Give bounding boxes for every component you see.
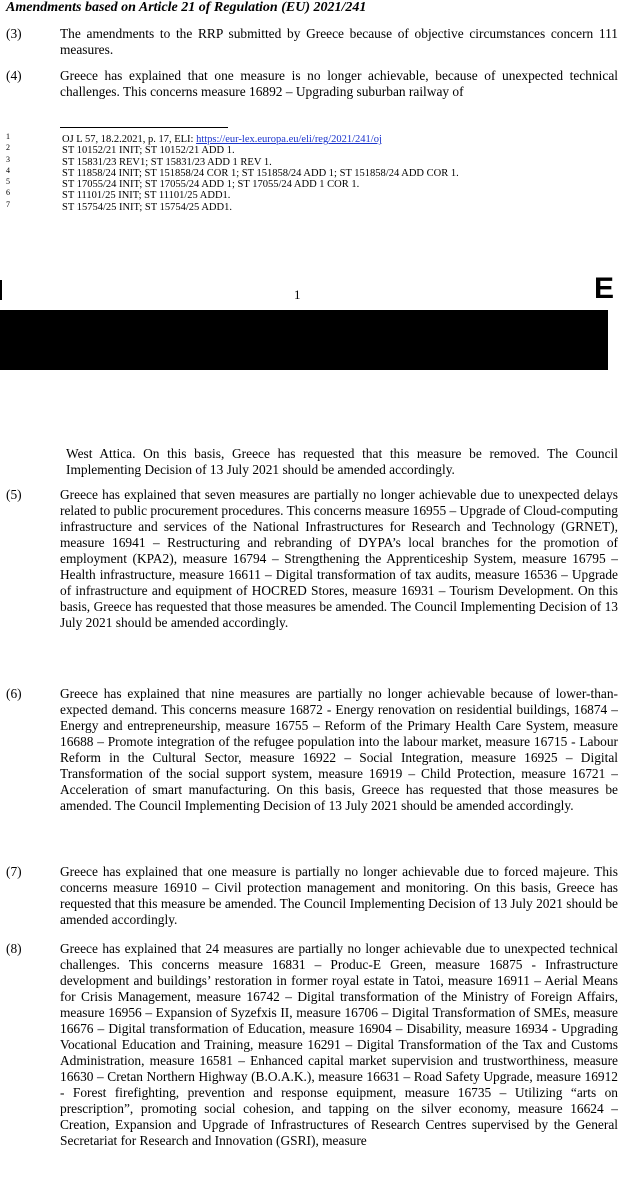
footnote-text: ST 15754/25 INIT; ST 15754/25 ADD1. xyxy=(62,201,232,213)
footnote-text: ST 15831/23 REV1; ST 15831/23 ADD 1 REV 1. xyxy=(62,156,272,168)
footnote-citation: OJ L 57, 18.2.2021, p. 17, ELI: xyxy=(62,134,197,145)
recital-5 xyxy=(6,487,618,631)
footnote xyxy=(6,199,606,213)
footnote-text: ST 17055/24 INIT; ST 17055/24 ADD 1; ST 17055/24 ADD 1 COR 1. xyxy=(62,179,360,191)
page-number: 1 xyxy=(294,287,301,302)
footnote-number: 3 xyxy=(6,154,10,164)
footnote xyxy=(6,179,606,190)
recital-text: Greece has explained that seven measures are partially no longer achievable due to unexpected delays related to public procurement procedures. This concerns measure 16955 – Upgrade of Cloud-computing infrastructure and services of the National Infrastructures for Research and Technology (GRNET), measure 16941 – Restructuring and rebranding of DYPA’s local branches for the promotion of employment (KPA2), measure 16794 – Strengthening the Apprenticeship System, measure 16795 – Health infrastructure, measure 16611 – Digital transformation of tax audits, measure 16536 – Upgrade of infrastructure and equipment of HOCRED Stores, measure 16931 – Tourism Development. On this basis, Greece has requested that those measures be amended. The Council Implementing Decision of 13 July 2021 should be amended accordingly. xyxy=(60,487,618,630)
recital-number: (6) xyxy=(6,686,22,701)
footnote-number: 6 xyxy=(6,188,10,198)
footnote-text: ST 10152/21 INIT; ST 10152/21 ADD 1. xyxy=(62,145,235,157)
document-page-1 xyxy=(0,0,618,310)
recital-7 xyxy=(6,864,618,928)
recital-number: (3) xyxy=(6,26,22,41)
page-gap xyxy=(0,310,608,370)
recital-text: Greece has explained that one measure is partially no longer achievable due to forced majeure. This concerns measure 16910 – Civil protection management and monitoring. On this basis, Greece has requested that this measure be amended. The Council Implementing Decision of 13 July 2021 should be amended accordingly. xyxy=(60,864,618,927)
footnote-number: 7 xyxy=(6,199,10,209)
footnote xyxy=(6,134,606,145)
footnote xyxy=(6,190,606,201)
recital-text: Greece has explained that one measure is no longer achievable, because of unexpected technical challenges. This concerns measure 16892 – Upgrading suburban railway of xyxy=(60,68,618,99)
recital-8 xyxy=(6,941,618,1149)
footnote-number: 5 xyxy=(6,177,10,187)
recital-text: Greece has explained that nine measures are partially no longer achievable because of lower-than-expected demand. This concerns measure 16872 - Energy renovation on residential buildings, 16874 – Energy and entrepreneurship, measure 16755 – Reform of the Primary Health Care System, measure 16688 – Promote integration of the refugee population into the labour market, measure 16715 - Labour Reform in the Cultural Sector, measure 16922 – Social Integration, measure 16925 – Digital Transformation of the social support system, measure 16919 – Child Protection, measure 16721 – Acceleration of smart manufacturing. On this basis, Greece has requested that those measures be amended. The Council Implementing Decision of 13 July 2021 should be amended accordingly. xyxy=(60,686,618,813)
footnote-number: 4 xyxy=(6,165,10,175)
recital-4-continued xyxy=(6,446,618,478)
recital-text: West Attica. On this basis, Greece has requested that this measure be removed. The Council Implementing Decision of 13 July 2021 should be amended accordingly. xyxy=(66,446,618,477)
footnote-number: 2 xyxy=(6,143,10,153)
edge-letter: E xyxy=(594,272,615,305)
recital-6 xyxy=(6,686,618,814)
recital-3 xyxy=(6,26,618,58)
recital-4 xyxy=(6,68,618,100)
footnotes xyxy=(6,134,606,213)
eli-link[interactable]: https://eur-lex.europa.eu/eli/reg/2021/241/oj xyxy=(196,134,382,145)
footnote xyxy=(6,165,606,179)
footnote-text xyxy=(62,134,382,145)
recital-text: Greece has explained that 24 measures are partially no longer achievable due to unexpected technical challenges. This concerns measure 16831 – Produc-E Green, measure 16875 - Infrastructure development and buildings’ restoration in former royal estate in Tatoi, measure 16911 – Aerial Means for Crisis Management, measure 16742 – Digital transformation of the Ministry of Foreign Affairs, measure 16956 – Expansion of Syzefxis II, measure 16706 – Digital Transformation of SMEs, measure 16676 – Digital transformation of Education, measure 16904 – Disability, measure 16934 - Upgrading Vocational Education and Training, measure 16291 – Digital Transformation of the Tax and Customs Administration, measure 16581 – Enhanced capital market supervision and trustworthiness, measure 16630 – Cretan Northern Highway (B.O.A.K.), measure 16631 – Road Safety Upgrade, measure 16912 - Forest firefighting, prevention and response equipment, measure 16735 – Utilizing “arts on prescription”, promoting social cohesion, and tapping on the silver economy, measure 16624 – Creation, Expansion and Upgrade of Infrastructures of Research Centres supervised by the General Secretariat for Research and Innovation (GSRI), measure xyxy=(60,941,618,1148)
footnote-number: 1 xyxy=(6,132,10,141)
document-page-2 xyxy=(0,370,618,1200)
recital-number: (7) xyxy=(6,864,22,879)
footnote-text: ST 11101/25 INIT; ST 11101/25 ADD1. xyxy=(62,190,231,202)
recital-number: (5) xyxy=(6,487,22,502)
footnote xyxy=(6,154,606,168)
recital-number: (8) xyxy=(6,941,22,956)
recital-text: The amendments to the RRP submitted by Greece because of objective circumstances concern 111 measures. xyxy=(60,26,618,57)
margin-mark xyxy=(0,280,2,300)
footnote-separator xyxy=(60,127,228,128)
footnote xyxy=(6,145,606,156)
footnote-text: ST 11858/24 INIT; ST 151858/24 COR 1; ST 151858/24 ADD 1; ST 151858/24 ADD COR 1. xyxy=(62,167,459,179)
section-heading: Amendments based on Article 21 of Regulation (EU) 2021/241 xyxy=(6,0,367,15)
recital-number: (4) xyxy=(6,68,22,83)
